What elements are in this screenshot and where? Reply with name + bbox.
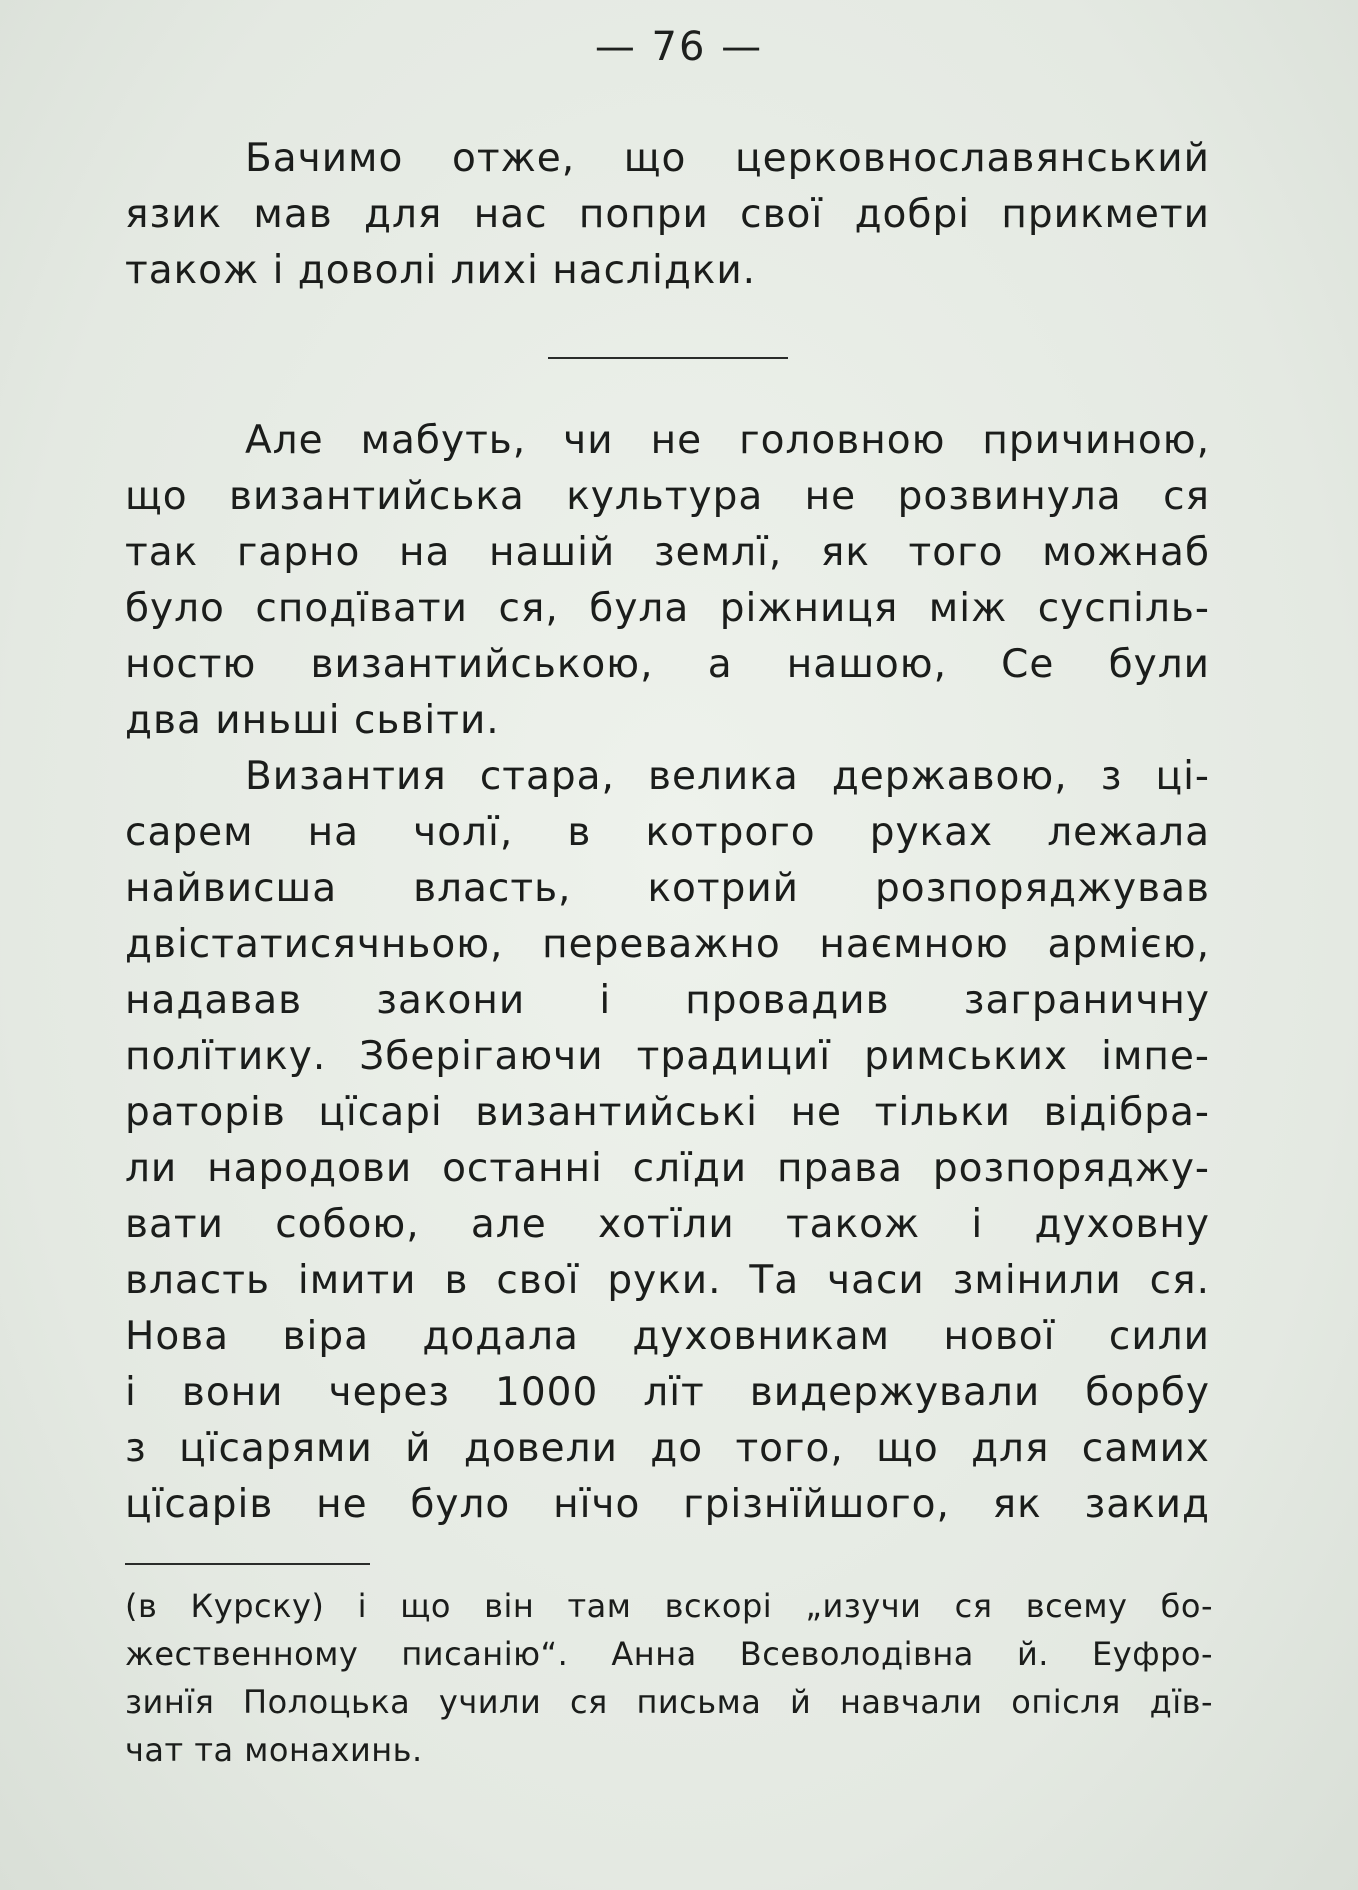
section-separator bbox=[548, 357, 788, 359]
text-line: вати собою, але хотїли також і духовну bbox=[125, 1202, 1210, 1247]
footnote-rule bbox=[125, 1563, 370, 1565]
text-line: що византийська культура не розвинула ся bbox=[125, 474, 1210, 519]
text-line: і вони через 1000 лїт видержували борбу bbox=[125, 1370, 1210, 1415]
text-line: надавав закони і провадив заграничну bbox=[125, 978, 1210, 1023]
text-line: так гарно на нашій землї, як того можнаб bbox=[125, 530, 1210, 575]
footnote-line: зинїя Полоцька учили ся письма й навчали опісля дїв- bbox=[125, 1683, 1213, 1721]
page-number: — 76 — bbox=[594, 24, 764, 70]
text-line: язик мав для нас попри свої добрі прикмети bbox=[125, 192, 1210, 237]
footnote-line: чат та монахинь. bbox=[125, 1731, 423, 1769]
text-line: також і доволі лихі наслідки. bbox=[125, 248, 757, 293]
text-line: сарем на чолї, в котрого руках лежала bbox=[125, 810, 1210, 855]
text-line: раторів цїсарі византийські не тільки відібра- bbox=[125, 1090, 1210, 1135]
text-line: Але мабуть, чи не головною причиною, bbox=[245, 418, 1210, 463]
footnote-line: (в Курску) і що він там вскорі „изучи ся всему бо- bbox=[125, 1587, 1213, 1625]
text-line: ли народови останні слїди права розпоряджу- bbox=[125, 1146, 1210, 1191]
text-line: було сподївати ся, була ріжниця між суспіль- bbox=[125, 586, 1210, 631]
text-line: двістатисячньою, переважно наємною армією, bbox=[125, 922, 1210, 967]
text-line: найвисша власть, котрий розпоряджував bbox=[125, 866, 1210, 911]
text-line: з цїсарями й довели до того, що для самих bbox=[125, 1426, 1210, 1471]
text-line: Нова віра додала духовникам нової сили bbox=[125, 1314, 1210, 1359]
text-line: Византия стара, велика державою, з ці- bbox=[245, 754, 1210, 799]
text-line: власть імити в свої руки. Та часи змінили ся. bbox=[125, 1258, 1210, 1303]
text-line: полїтику. Зберігаючи традициї римських імпе- bbox=[125, 1034, 1210, 1079]
text-line: ностю византийською, а нашою, Се були bbox=[125, 642, 1210, 687]
text-line: цїсарів не було нїчо грізнїйшого, як закид bbox=[125, 1482, 1210, 1527]
text-line: Бачимо отже, що церковнославянський bbox=[245, 136, 1210, 181]
footnote-line: жественному писанію“. Анна Всеволодівна й. Еуфро- bbox=[125, 1635, 1213, 1673]
text-line: два иньші сьвіти. bbox=[125, 698, 500, 743]
